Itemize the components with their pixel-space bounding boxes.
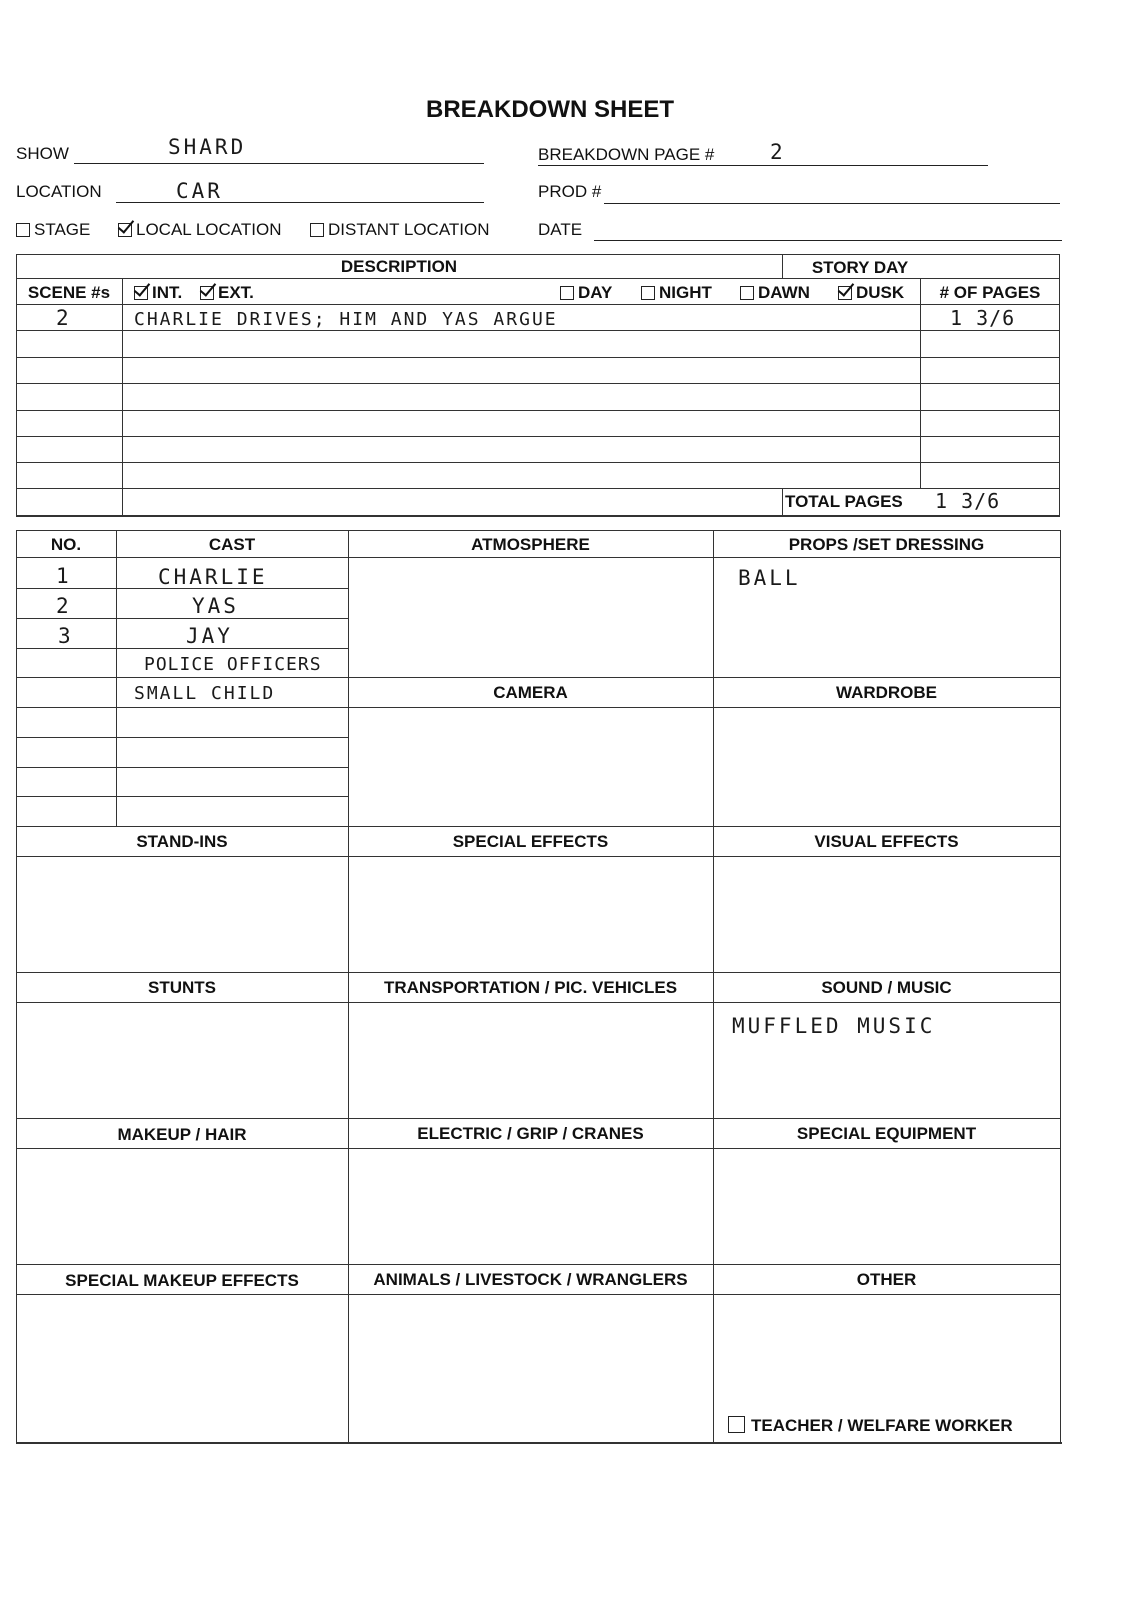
- local-location-label: LOCAL LOCATION: [136, 220, 282, 239]
- animals-header: ANIMALS / LIVESTOCK / WRANGLERS: [373, 1270, 688, 1289]
- props-value[interactable]: BALL: [738, 566, 801, 590]
- breakdown-page-label: BREAKDOWN PAGE #: [538, 145, 715, 164]
- breakdown-page-value[interactable]: 2: [770, 140, 786, 164]
- scene-description[interactable]: CHARLIE DRIVES; HIM AND YAS ARGUE: [134, 309, 558, 330]
- cast-name[interactable]: JAY: [186, 624, 233, 648]
- cast-no[interactable]: 3: [58, 624, 74, 648]
- camera-header: CAMERA: [493, 683, 568, 702]
- day-option[interactable]: [560, 283, 612, 303]
- cast-name[interactable]: YAS: [192, 594, 239, 618]
- scene-column-header: SCENE #s: [27, 283, 111, 302]
- dawn-option[interactable]: [740, 283, 810, 303]
- cast-no[interactable]: 1: [56, 564, 72, 588]
- prod-line[interactable]: [604, 203, 1060, 204]
- date-line[interactable]: [594, 240, 1062, 241]
- int-option[interactable]: [134, 283, 182, 303]
- teacher-option[interactable]: [728, 1416, 1013, 1436]
- local-location-checkbox[interactable]: [118, 223, 132, 237]
- cast-name[interactable]: POLICE OFFICERS: [144, 654, 322, 675]
- ext-checkbox[interactable]: [200, 286, 214, 300]
- pages-column-header: # OF PAGES: [939, 283, 1041, 302]
- night-checkbox[interactable]: [641, 286, 655, 300]
- scene-pages[interactable]: 1 3/6: [950, 306, 1016, 330]
- date-label: DATE: [538, 220, 583, 239]
- cast-name[interactable]: CHARLIE: [158, 565, 268, 589]
- sound-music-value[interactable]: MUFFLED MUSIC: [732, 1014, 936, 1038]
- page-title: BREAKDOWN SHEET: [425, 96, 674, 123]
- transportation-header: TRANSPORTATION / PIC. VEHICLES: [383, 978, 678, 997]
- location-line: [116, 202, 484, 203]
- dusk-checkbox[interactable]: [838, 286, 852, 300]
- stunts-header: STUNTS: [148, 978, 216, 997]
- distant-location-option[interactable]: [310, 220, 490, 240]
- night-label: NIGHT: [659, 283, 712, 302]
- special-effects-header: SPECIAL EFFECTS: [452, 832, 609, 851]
- cast-name[interactable]: SMALL CHILD: [134, 683, 276, 704]
- stage-label: STAGE: [34, 220, 91, 239]
- dusk-option[interactable]: [838, 283, 904, 303]
- distant-location-checkbox[interactable]: [310, 223, 324, 237]
- day-checkbox[interactable]: [560, 286, 574, 300]
- visual-effects-header: VISUAL EFFECTS: [814, 832, 959, 851]
- distant-location-label: DISTANT LOCATION: [328, 220, 490, 239]
- total-pages-value[interactable]: 1 3/6: [935, 489, 1001, 513]
- show-label: SHOW: [16, 144, 69, 163]
- local-location-option[interactable]: [118, 220, 281, 240]
- location-value[interactable]: CAR: [176, 179, 223, 203]
- dawn-checkbox[interactable]: [740, 286, 754, 300]
- special-makeup-header: SPECIAL MAKEUP EFFECTS: [65, 1271, 299, 1290]
- makeup-hair-header: MAKEUP / HAIR: [117, 1125, 247, 1144]
- show-line: [74, 163, 484, 164]
- dusk-label: DUSK: [856, 283, 905, 302]
- stand-ins-header: STAND-INS: [136, 832, 228, 851]
- dawn-label: DAWN: [758, 283, 810, 302]
- electric-grip-header: ELECTRIC / GRIP / CRANES: [417, 1124, 644, 1143]
- story-day-header: STORY DAY: [811, 258, 909, 277]
- sound-music-header: SOUND / MUSIC: [821, 978, 952, 997]
- total-pages-label: TOTAL PAGES: [785, 492, 903, 511]
- description-header: DESCRIPTION: [340, 257, 458, 276]
- other-header: OTHER: [856, 1270, 917, 1289]
- int-label: INT.: [152, 283, 183, 302]
- int-checkbox[interactable]: [134, 286, 148, 300]
- ext-option[interactable]: [200, 283, 254, 303]
- atmosphere-header: ATMOSPHERE: [471, 535, 590, 554]
- special-equipment-header: SPECIAL EQUIPMENT: [796, 1124, 977, 1143]
- props-header: PROPS /SET DRESSING: [788, 535, 985, 554]
- stage-option[interactable]: [16, 220, 90, 240]
- no-header: NO.: [50, 535, 82, 554]
- ext-label: EXT.: [218, 283, 254, 302]
- scene-number[interactable]: 2: [56, 306, 72, 330]
- show-value[interactable]: SHARD: [168, 135, 247, 159]
- prod-label: PROD #: [538, 182, 602, 201]
- night-option[interactable]: [641, 283, 712, 303]
- location-label: LOCATION: [16, 182, 102, 201]
- cast-no[interactable]: 2: [56, 594, 72, 618]
- teacher-label: TEACHER / WELFARE WORKER: [751, 1416, 1013, 1435]
- cast-header: CAST: [208, 535, 256, 554]
- teacher-checkbox[interactable]: [728, 1416, 745, 1433]
- wardrobe-header: WARDROBE: [835, 683, 938, 702]
- stage-checkbox[interactable]: [16, 223, 30, 237]
- day-label: DAY: [578, 283, 613, 302]
- breakdown-page-line: [538, 165, 988, 166]
